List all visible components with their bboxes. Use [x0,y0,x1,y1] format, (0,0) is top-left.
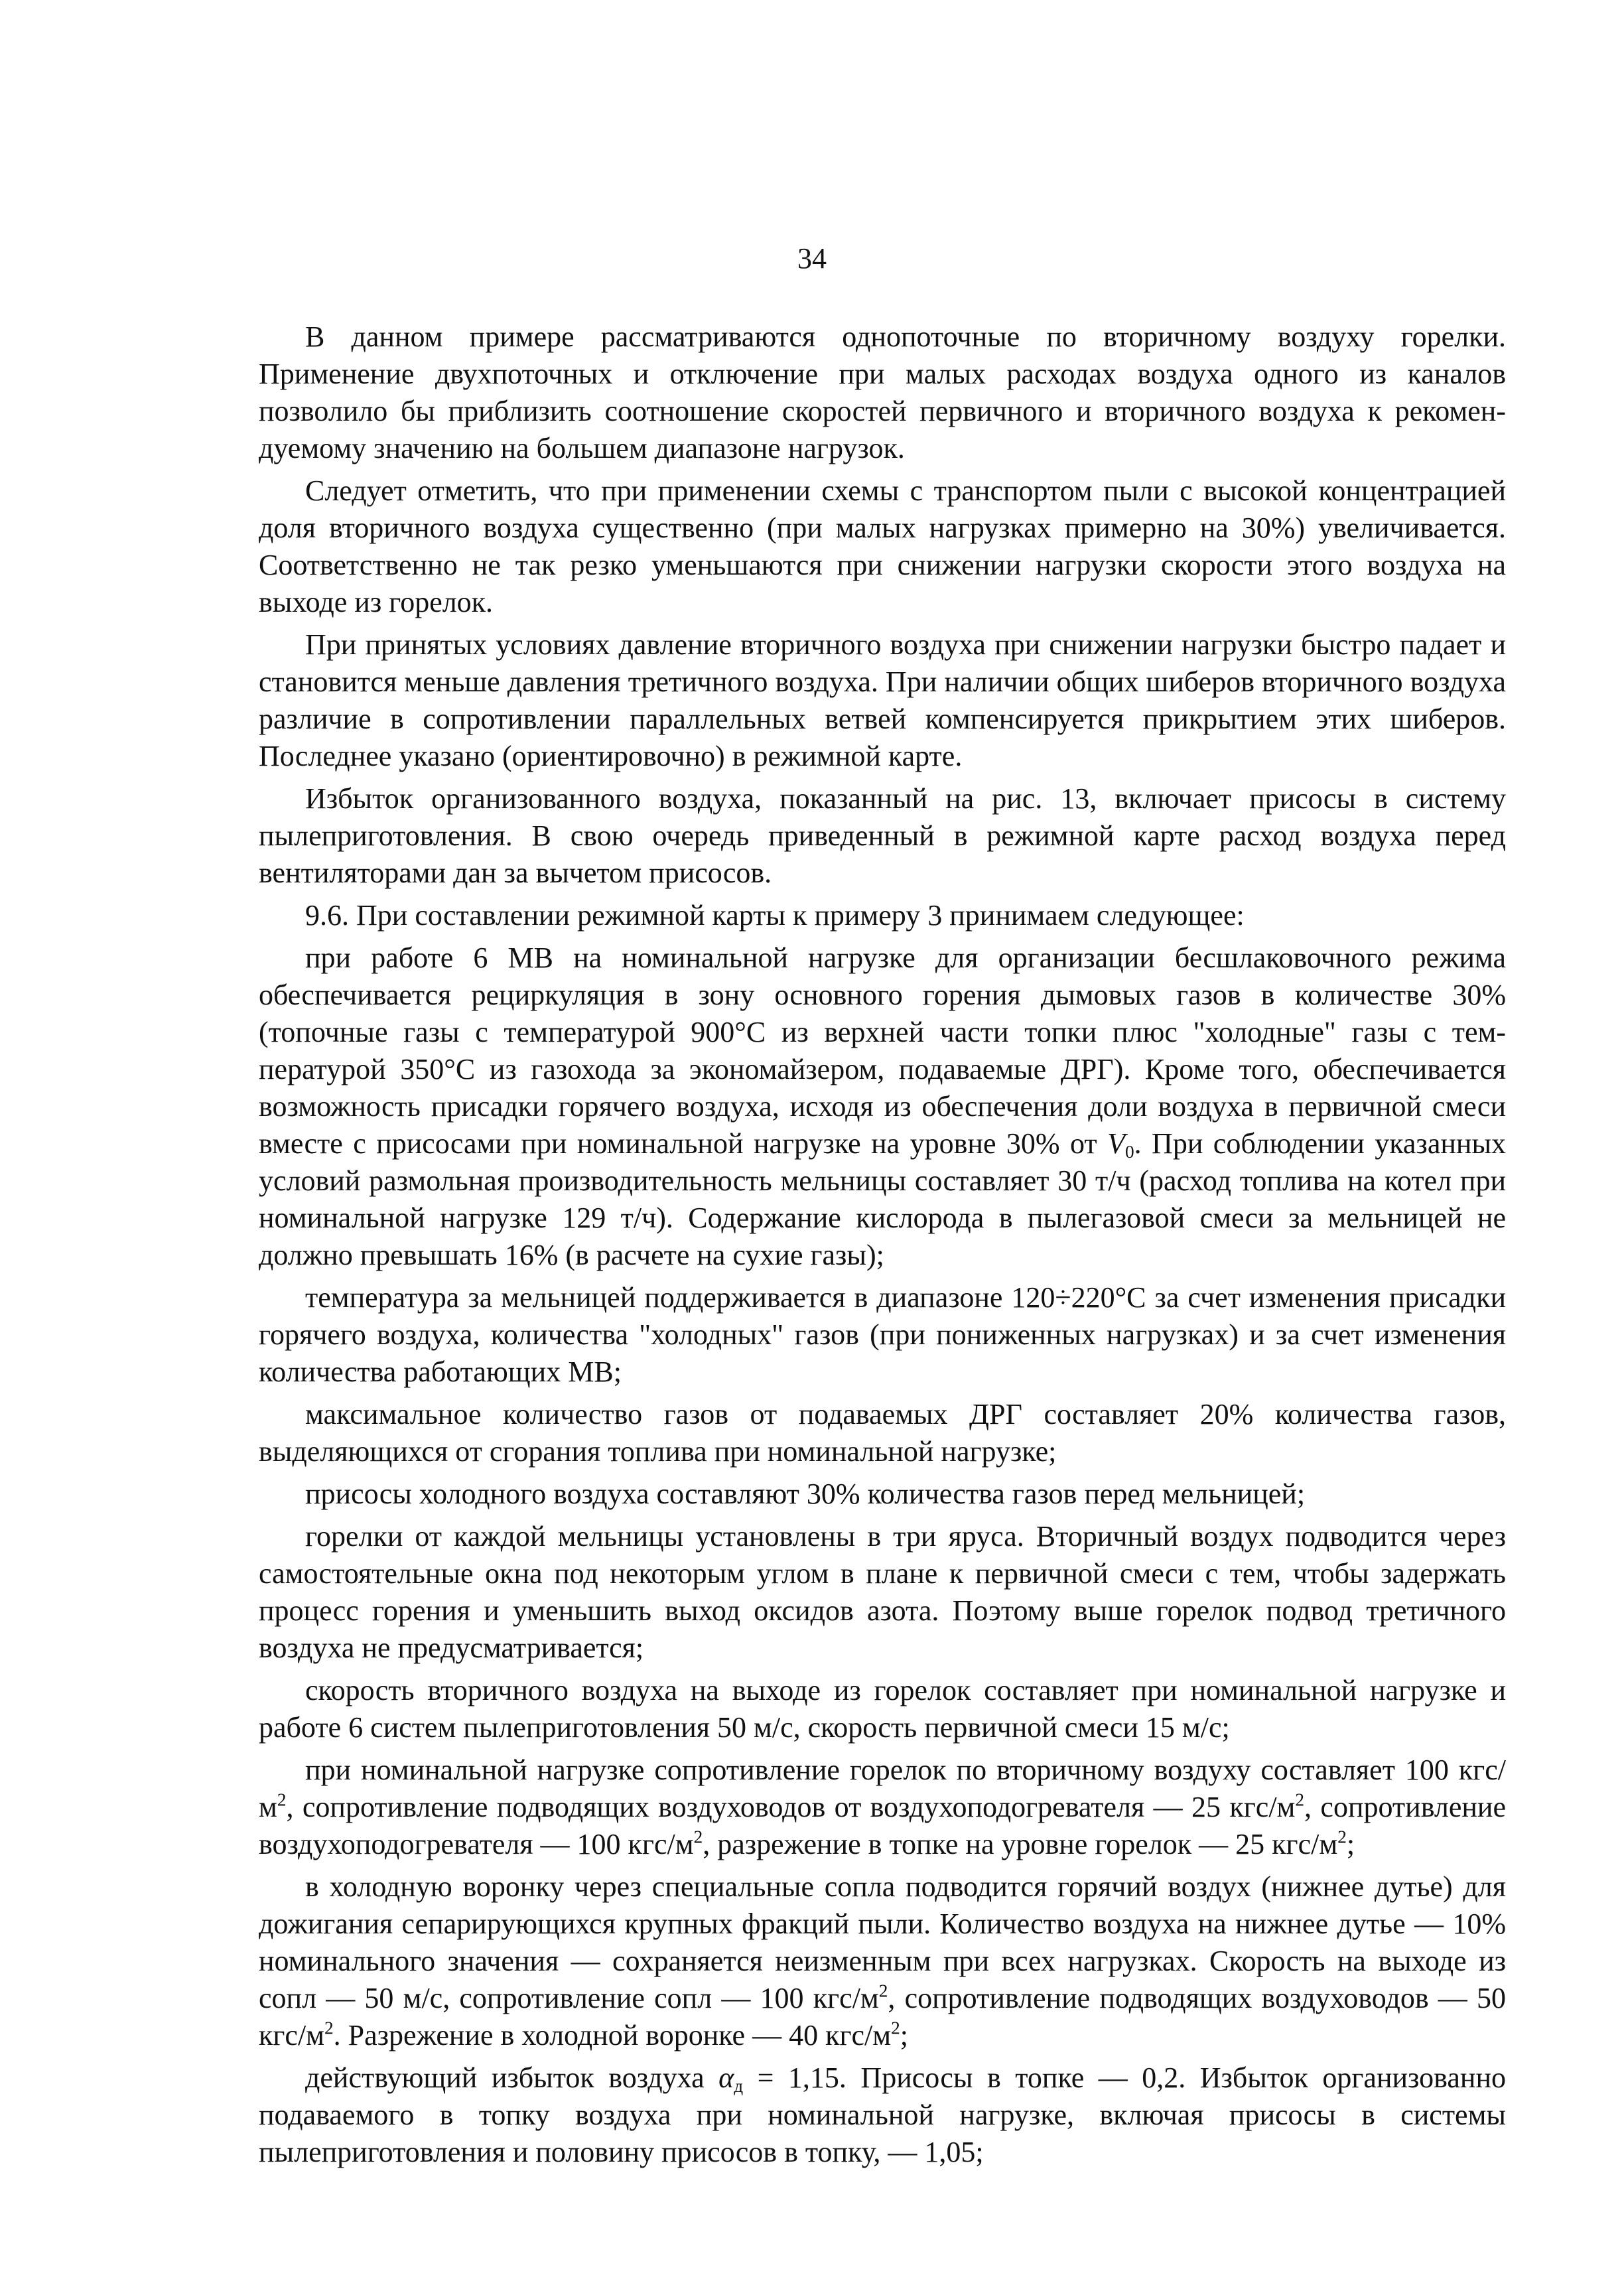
text-span: ; [900,2019,908,2051]
text-span: . Разрежение в холодной воронке — 40 кгс/м [333,2019,892,2051]
list-paragraph [259,1868,1506,2054]
section-paragraph: 9.6. При составлении режимной карты к примеру 3 принимаем следующее: [305,899,1245,932]
text-span: в холодную воронку через специальные сопла подводится горячий воздух (нижнее дутье) для дожигания сепарирующихся крупных фракций пыли. Количество воздуха на нижнее дутье — 10% номинального значения — сохраняется неизменным при всех нагрузках. Скорость на выходе из сопл — 50 м/с, сопротивление сопл — 100 кгс/м [259,1870,1506,2014]
text-span: . При соблюдении указанных условий размольная производительность мельницы составляет 30 т/ч (расход топлива на котел при номинальной нагрузке 129 т/ч). Содержание кислорода в пылегазовой смеси за мельницей не должно превышать 16% (в расчете на сухие газы); [259,1127,1507,1271]
text-span: , сопротивление подводящих воздуховодов от воздухоподогревателя — 25 кгс/м [286,1791,1296,1823]
text-span: = 1,15. Присосы в топке — 0,2. Избыток организованно подаваемого в топку воздуха при номинальной нагрузке, включая присосы в системы пылеприготовления и половину присосов в топку, — 1,05; [259,2061,1506,2168]
list-paragraph: горелки от каждой мельницы установлены в три яруса. Вторичный воздух подводится через самостоятельные окна под некоторым углом в плане к первичной смеси с тем, чтобы задержать процесс горения и уменьшить выход оксидов азота. Поэтому выше горелок подвод третичного воздуха не предусматривается; [259,1520,1506,1664]
text-span: при номинальной нагрузке сопротивление горелок по вторичному воздуху составляет 100 кгс/м [259,1754,1506,1823]
superscript: 2 [1337,1827,1347,1847]
paragraph: Следует отметить, что при применении схемы с транспортом пыли с высокой концентрацией доля вторичного воздуха существенно (при малых нагрузках примерно на 30%) увеличивается. Соответственно не так резко уменьшаются при снижении нагрузки скорости этого воздуха на выходе из горелок. [259,474,1506,618]
subscript: 0 [1124,1141,1134,1162]
superscript: 2 [878,1980,888,2001]
superscript: 2 [277,1789,287,1810]
text-span: при работе 6 МВ на номинальной нагрузке для организации бесшлаковочного режима обеспечивается рециркуляция в зону основного горения дымовых газов в количестве 30% (топочные газы с температурой 900°С из верхней части топки плюс "холодные" газы с температурой 350°С из газохода за экономайзером, подаваемые ДРГ). Кроме того, обеспечивается возможность присадки горячего воздуха, исходя из обеспечения доли воздуха в первичной смеси вместе с присосами при номинальной нагрузке на уровне 30% от [259,941,1506,1160]
list-paragraph: температура за мельницей поддерживается в диапазоне 120÷220°С за счет изменения присадки горячего воздуха, количества "холодных" газов (при пониженных нагрузках) и за счет изменения количества работающих МВ; [259,1281,1506,1388]
subscript: д [734,2075,744,2096]
list-paragraph: скорость вторичного воздуха на выходе из горелок составляет при номинальной нагрузке и работе 6 систем пылеприготовления 50 м/с, скорость первичной смеси 15 м/с; [259,1674,1506,1744]
text-span: ; [1346,1828,1355,1860]
superscript: 2 [693,1827,703,1847]
paragraph: При принятых условиях давление вторичного воздуха при снижении нагрузки быстро падает и становится меньше давления третичного воздуха. При наличии общих шиберов вторичного воздуха различие в сопротивлении параллельных ветвей компенсируется прикрытием этих шиберов. Последнее указано (ориентировочно) в режимной карте. [259,628,1506,772]
list-paragraph: максимальное количество газов от подаваемых ДРГ составляет 20% количества газов, выделяющихся от сгорания топлива при номинальной нагрузке; [259,1398,1506,1468]
paragraph: В данном примере рассматриваются однопоточные по вторичному воздуху горелки. Применение двухпоточных и отключение при малых расходах воздуха одного из каналов позволило бы приблизить соотношение скоростей первичного и вторичного воздуха к рекомендуемому значению на большем диапазоне нагрузок. [259,320,1506,464]
page-number: 34 [797,242,827,275]
text-span: действующий избыток воздуха [305,2061,719,2094]
list-paragraph: присосы холодного воздуха составляют 30% количества газов перед мельницей; [305,1478,1306,1510]
text-span: , сопротивление воздухоподогревателя — 100 кгс/м [259,1791,1507,1860]
superscript: 2 [324,2018,334,2038]
text-span: , сопротивление подводящих воздуховодов — 50 кгс/м [259,1982,1506,2051]
list-paragraph [259,2059,1506,2171]
body-text [259,318,1506,2176]
text-span: , разрежение в топке на уровне горелок — 25 кгс/м [703,1828,1338,1860]
alpha-symbol: α [718,2061,734,2094]
superscript: 2 [1295,1789,1305,1810]
volume-symbol: V [1107,1127,1125,1160]
paragraph: Избыток организованного воздуха, показанный на рис. 13, включает присосы в систему пылеприготовления. В свою очередь приведенный в режимной карте расход воздуха перед вентиляторами дан за вычетом присосов. [259,782,1506,889]
list-paragraph [259,939,1506,1274]
superscript: 2 [891,2018,900,2038]
list-paragraph [259,1752,1506,1863]
